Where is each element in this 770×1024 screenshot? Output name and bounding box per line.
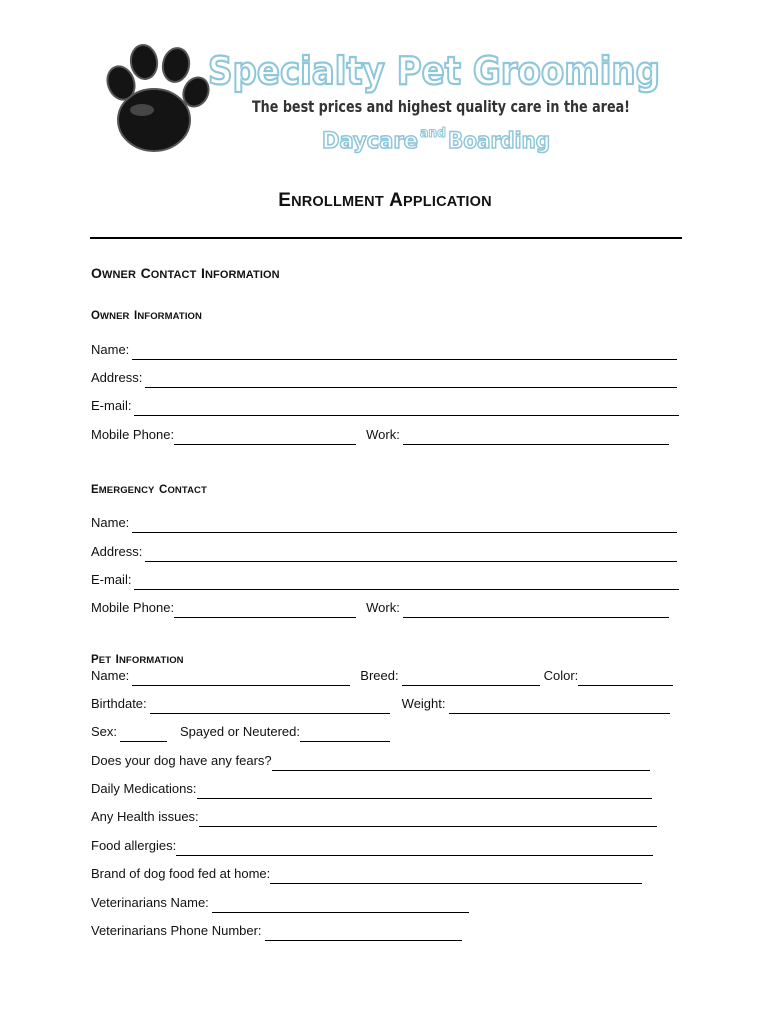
emergency-name-input[interactable]	[132, 519, 677, 533]
owner-name-field	[91, 340, 677, 360]
emergency-name-field	[91, 513, 677, 533]
pet-medications-input[interactable]	[197, 785, 652, 799]
pet-color-input[interactable]	[578, 672, 673, 686]
pet-name-input[interactable]	[132, 672, 350, 686]
pet-medications-label: Daily Medications:	[91, 781, 197, 796]
emergency-address-field	[91, 542, 677, 562]
emergency-email-label: E-mail:	[91, 572, 132, 587]
owner-name-label: Name:	[91, 342, 130, 357]
owner-work-label: Work:	[366, 427, 400, 442]
emergency-email-field	[91, 570, 679, 590]
subheading-pet-information: PET INFORMATION	[91, 654, 184, 666]
pet-medications-field	[91, 779, 652, 799]
pet-name-breed-color-field	[91, 666, 673, 686]
owner-email-field	[91, 396, 679, 416]
service-daycare: Daycare	[322, 129, 418, 154]
pet-breed-input[interactable]	[402, 672, 540, 686]
pet-birthdate-weight-field	[91, 694, 670, 714]
owner-name-input[interactable]	[132, 346, 677, 360]
emergency-name-label: Name:	[91, 515, 130, 530]
pet-food-brand-field	[91, 864, 642, 884]
pet-weight-label: Weight:	[401, 696, 446, 711]
pet-health-input[interactable]	[199, 813, 657, 827]
owner-address-field	[91, 368, 677, 388]
owner-email-input[interactable]	[134, 402, 679, 416]
emergency-email-input[interactable]	[134, 576, 679, 590]
brand-name: Specialty Pet Grooming	[208, 49, 660, 93]
pet-health-label: Any Health issues:	[91, 809, 199, 824]
paw-print-icon	[103, 43, 213, 151]
subheading-owner-information: OWNER INFORMATION	[91, 310, 203, 322]
pet-health-field	[91, 807, 657, 827]
tagline: The best prices and highest quality care in the area!	[252, 97, 630, 116]
title-divider	[90, 237, 682, 239]
vet-name-field	[91, 893, 469, 913]
vet-name-label: Veterinarians Name:	[91, 895, 209, 910]
pet-fears-input[interactable]	[272, 757, 650, 771]
service-boarding: Boarding	[448, 129, 550, 154]
emergency-mobile-input[interactable]	[174, 604, 356, 618]
pet-sex-spayed-field	[91, 722, 390, 742]
owner-mobile-label: Mobile Phone:	[91, 427, 175, 442]
service-and: and	[420, 126, 446, 141]
pet-allergies-label: Food allergies:	[91, 838, 177, 853]
pet-name-label: Name:	[91, 668, 130, 683]
emergency-work-input[interactable]	[403, 604, 669, 618]
section-heading-owner-contact: OWNER CONTACT INFORMATION	[91, 265, 280, 281]
emergency-phone-field	[91, 598, 669, 618]
vet-phone-field	[91, 921, 462, 941]
owner-address-label: Address:	[91, 370, 143, 385]
pet-birthdate-input[interactable]	[150, 700, 390, 714]
subheading-emergency-contact: EMERGENCY CONTACT	[91, 484, 207, 496]
vet-phone-input[interactable]	[265, 927, 462, 941]
emergency-address-label: Address:	[91, 544, 143, 559]
pet-allergies-field	[91, 836, 653, 856]
pet-fears-field	[91, 751, 650, 771]
pet-spayed-label: Spayed or Neutered:	[180, 724, 300, 739]
emergency-work-label: Work:	[366, 600, 400, 615]
pet-allergies-input[interactable]	[176, 842, 653, 856]
emergency-address-input[interactable]	[145, 548, 677, 562]
owner-phone-field	[91, 425, 669, 445]
logo	[96, 30, 678, 180]
pet-birthdate-label: Birthdate:	[91, 696, 147, 711]
pet-weight-input[interactable]	[449, 700, 670, 714]
vet-phone-label: Veterinarians Phone Number:	[91, 923, 262, 938]
pet-fears-label: Does your dog have any fears?	[91, 753, 272, 768]
owner-email-label: E-mail:	[91, 398, 132, 413]
owner-mobile-input[interactable]	[174, 431, 356, 445]
pet-sex-input[interactable]	[120, 728, 167, 742]
owner-work-input[interactable]	[403, 431, 669, 445]
pet-sex-label: Sex:	[91, 724, 118, 739]
owner-address-input[interactable]	[145, 374, 677, 388]
pet-spayed-input[interactable]	[300, 728, 390, 742]
vet-name-input[interactable]	[212, 899, 469, 913]
pet-food-brand-label: Brand of dog food fed at home:	[91, 866, 271, 881]
pet-food-brand-input[interactable]	[270, 870, 642, 884]
pet-color-label: Color:	[543, 668, 579, 683]
pet-breed-label: Breed:	[360, 668, 399, 683]
emergency-mobile-label: Mobile Phone:	[91, 600, 175, 615]
page-title: ENROLLMENT APPLICATION	[278, 190, 492, 211]
